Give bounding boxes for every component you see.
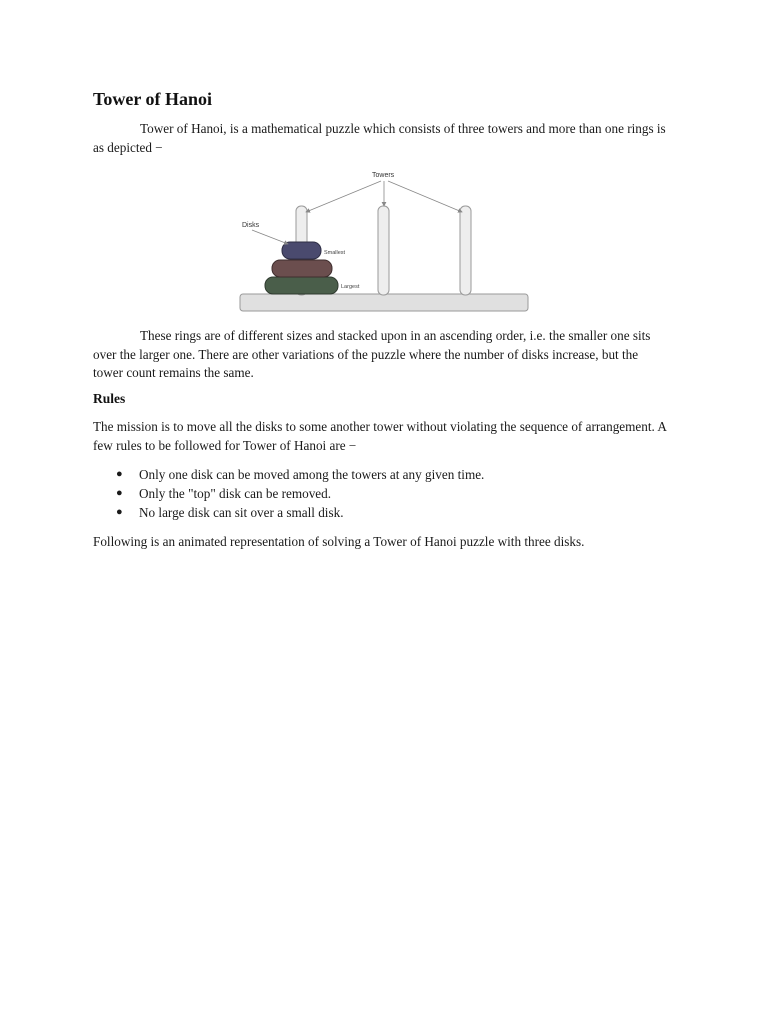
rule-text: Only the "top" disk can be removed. (139, 486, 332, 501)
bullet-icon: ● (116, 487, 123, 499)
disk-smallest (282, 242, 321, 259)
rules-list (93, 465, 484, 522)
tower-of-hanoi-figure (236, 166, 532, 316)
rules-heading: Rules (93, 391, 126, 406)
page-title: Tower of Hanoi (93, 89, 213, 109)
disk-largest (265, 277, 338, 294)
bullet-icon: ● (116, 506, 123, 518)
tower-peg-3 (460, 206, 471, 295)
intro-paragraph: Tower of Hanoi, is a mathematical puzzle which consists of three towers and more than one rings is as depicted − (93, 121, 666, 155)
rules-intro-paragraph: The mission is to move all the disks to some another tower without violating the sequence of arrangement. A few rules to be followed for Tower of Hanoi are − (93, 419, 667, 453)
bullet-icon: ● (116, 468, 123, 480)
label-smallest: Smallest (324, 250, 346, 256)
arrow-towers-peg-1 (306, 181, 381, 212)
rule-text: No large disk can sit over a small disk. (139, 505, 344, 520)
arrow-disks (252, 230, 288, 244)
tower-base (240, 294, 528, 311)
rule-item (93, 465, 484, 484)
disk-medium (272, 260, 332, 277)
tower-peg-2 (378, 206, 389, 295)
label-towers: Towers (372, 172, 395, 179)
rule-item (93, 484, 484, 503)
rule-text: Only one disk can be moved among the towers at any given time. (139, 467, 485, 482)
rule-item (93, 503, 484, 522)
closing-paragraph: Following is an animated representation of solving a Tower of Hanoi puzzle with three disks. (93, 534, 585, 549)
stacking-paragraph: These rings are of different sizes and stacked upon in an ascending order, i.e. the smaller one sits over the larger one. There are other variations of the puzzle where the number of disks increase, but the tower count remains the same. (93, 328, 651, 380)
label-disks: Disks (242, 222, 260, 229)
label-largest: Largest (341, 284, 360, 290)
arrow-towers-peg-3 (388, 181, 462, 212)
tower-diagram (236, 166, 532, 316)
